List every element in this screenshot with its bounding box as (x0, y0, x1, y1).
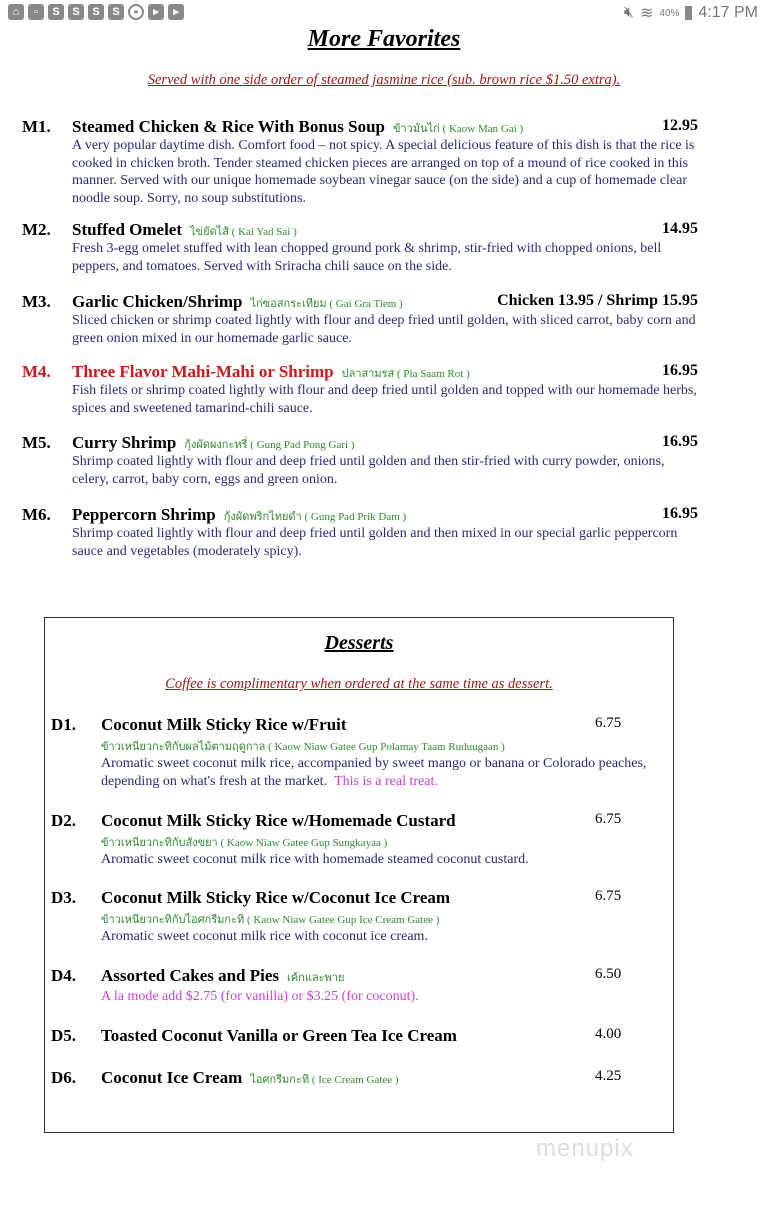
item-name-wrap (101, 1068, 399, 1088)
battery-percent: 40% (659, 7, 680, 19)
item-note: This is a real treat. (334, 773, 438, 789)
item-code: M5. (22, 433, 51, 452)
item-thai-name: ปลาสามรส ( Pla Saam Rot ) (341, 368, 470, 380)
item-description: Shrimp coated lightly with flour and deep fried until golden and then stir-fried with curry powder, onions, celery, carrot, baby corn, eggs and green onion. (72, 454, 665, 487)
item-name: Steamed Chicken & Rice With Bonus Soup (72, 117, 385, 136)
item-name-wrap (72, 433, 354, 453)
item-thai-name: ข้าวมันไก่ ( Kaow Man Gai ) (392, 123, 524, 135)
item-name-wrap (101, 888, 450, 908)
item-name: Garlic Chicken/Shrimp (72, 292, 243, 311)
item-description: Shrimp coated lightly with flour and deep fried until golden and then mixed in our special garlic peppercorn sauce and vegetables (moderately spicy). (72, 526, 678, 559)
description-text: Aromatic sweet coconut milk rice, accompanied by sweet mango or banana or Colorado peaches, depending on what's fresh at the market. (101, 756, 647, 789)
item-code: D1. (51, 715, 77, 734)
broom-icon: ⌂ (8, 4, 24, 20)
item-name: Curry Shrimp (72, 433, 177, 452)
item-thai-name: ข้าวเหนียวกะทิกับไอศกรีมกะทิ ( Kaow Niaw Gatee Gup Ice Cream Gatee ) (101, 914, 440, 926)
item-price: 12.95 (662, 117, 698, 134)
item-price: Chicken 13.95 / Shrimp 15.95 (497, 292, 698, 309)
item-thai-name: ข้าวเหนียวกะทิกับผลไม้ตามฤดูกาล ( Kaow Niaw Gatee Gup Polamay Taam Ruduugaan ) (101, 741, 505, 753)
item-thai-name: ข้าวเหนียวกะทิกับสังขยา ( Kaow Niaw Gatee Gup Sungkayaa ) (101, 837, 388, 849)
item-code: M2. (22, 220, 51, 239)
favorites-subtitle: Served with one side order of steamed jasmine rice (sub. brown rice $1.50 extra). (147, 72, 621, 88)
item-name: Three Flavor Mahi-Mahi or Shrimp (72, 362, 334, 381)
s-app-icon: S (68, 4, 84, 20)
item-name-wrap (101, 966, 344, 986)
clock: 4:17 PM (698, 4, 758, 21)
item-name-wrap (72, 220, 297, 240)
item-name-wrap (72, 505, 406, 525)
battery-icon (685, 6, 692, 20)
item-code: D5. (51, 1026, 77, 1045)
item-thai-name: กุ้งผัดผงกะหรี่ ( Gung Pad Pong Gari ) (184, 439, 355, 451)
target-icon: ● (128, 4, 144, 20)
item-description: Fish filets or shrimp coated lightly with flour and deep fried until golden and topped with our homemade herbs, spices and sweetened tamarind-chili sauce. (72, 383, 697, 416)
item-name: Stuffed Omelet (72, 220, 183, 239)
wifi-icon: ≋ (639, 5, 654, 22)
item-price: 4.25 (595, 1068, 622, 1084)
description-text: Aromatic sweet coconut milk rice with homemade steamed coconut custard. (101, 852, 529, 867)
desserts-box (44, 617, 674, 1133)
desserts-subtitle: Coffee is complimentary when ordered at the same time as dessert. (165, 676, 553, 692)
item-name: Coconut Ice Cream (101, 1068, 243, 1087)
item-price: 16.95 (662, 433, 698, 450)
item-thai-name: ไอศกรีมกะทิ ( Ice Cream Gatee ) (250, 1074, 399, 1086)
item-price: 4.00 (595, 1026, 622, 1042)
item-description: Fresh 3-egg omelet stuffed with lean chopped ground pork & shrimp, stir-fried with chopped onions, bell peppers, and tomatoes. Served with Sriracha chili sauce on the side. (72, 241, 662, 274)
item-code: M6. (22, 505, 51, 524)
menupix-watermark: menupix (536, 1135, 634, 1162)
item-note: A la mode add $2.75 (for vanilla) or $3.25 (for coconut). (101, 989, 419, 1004)
item-name: Toasted Coconut Vanilla or Green Tea Ice Cream (101, 1026, 457, 1045)
item-price: 16.95 (662, 362, 698, 379)
item-name-wrap (101, 1026, 457, 1046)
image-icon: ▫ (28, 4, 44, 20)
item-name: Assorted Cakes and Pies (101, 966, 280, 985)
item-name-wrap (101, 715, 347, 735)
item-name: Coconut Milk Sticky Rice w/Fruit (101, 715, 347, 734)
favorites-heading: More Favorites (307, 26, 461, 52)
item-price: 14.95 (662, 220, 698, 237)
item-code: D2. (51, 811, 77, 830)
status-bar (0, 0, 768, 26)
item-code: M4. (22, 362, 51, 381)
item-name-wrap (101, 811, 456, 831)
item-description: A very popular daytime dish. Comfort food – not spicy. A special delicious feature of this dish is that the rice is cooked in chicken broth. Tender steamed chicken pieces are arranged on top of a mound of rice cooked in this manner. Served with our unique homemade soybean vinegar sauce (on the side) and a cup of homemade clear noodle soup. Sorry, no soup substitutions. (72, 138, 695, 206)
item-name: Coconut Milk Sticky Rice w/Homemade Custard (101, 811, 456, 830)
item-thai-name: ไก่ซอสกระเทียม ( Gai Gra Tiem ) (250, 298, 403, 310)
notification-icons (8, 4, 184, 20)
s-app-icon: S (48, 4, 64, 20)
item-price: 16.95 (662, 505, 698, 522)
item-price: 6.75 (595, 888, 622, 904)
item-price: 6.50 (595, 966, 622, 982)
item-thai-name: เค้กและพาย (287, 972, 345, 984)
youtube-icon: ▸ (168, 4, 184, 20)
desserts-heading: Desserts (324, 632, 394, 654)
item-code: D3. (51, 888, 77, 907)
item-name: Coconut Milk Sticky Rice w/Coconut Ice Cream (101, 888, 451, 907)
item-code: M1. (22, 117, 51, 136)
item-name: Peppercorn Shrimp (72, 505, 216, 524)
item-description (101, 755, 661, 790)
item-description (101, 851, 661, 869)
item-name-wrap (72, 292, 403, 312)
item-price: 6.75 (595, 715, 622, 731)
description-text: Aromatic sweet coconut milk rice with coconut ice cream. (101, 929, 428, 944)
item-description: Sliced chicken or shrimp coated lightly with flour and deep fried until golden, with sliced carrot, baby corn and green onion mixed in our homemade garlic sauce. (72, 313, 696, 346)
item-name-wrap (72, 362, 470, 382)
item-code: M3. (22, 292, 51, 311)
item-code: D4. (51, 966, 77, 985)
item-price: 6.75 (595, 811, 622, 827)
item-name-wrap (72, 117, 523, 137)
mute-icon: 🔇︎ (623, 4, 634, 21)
s-app-icon: S (88, 4, 104, 20)
item-thai-name: ไข่ยัดไส้ ( Kai Yad Sai ) (190, 226, 297, 238)
item-description (101, 928, 661, 946)
s-app-icon: S (108, 4, 124, 20)
youtube-icon: ▸ (148, 4, 164, 20)
item-code: D6. (51, 1068, 77, 1087)
item-thai-name: กุ้งผัดพริกไทยดำ ( Gung Pad Prik Dam ) (223, 511, 407, 523)
